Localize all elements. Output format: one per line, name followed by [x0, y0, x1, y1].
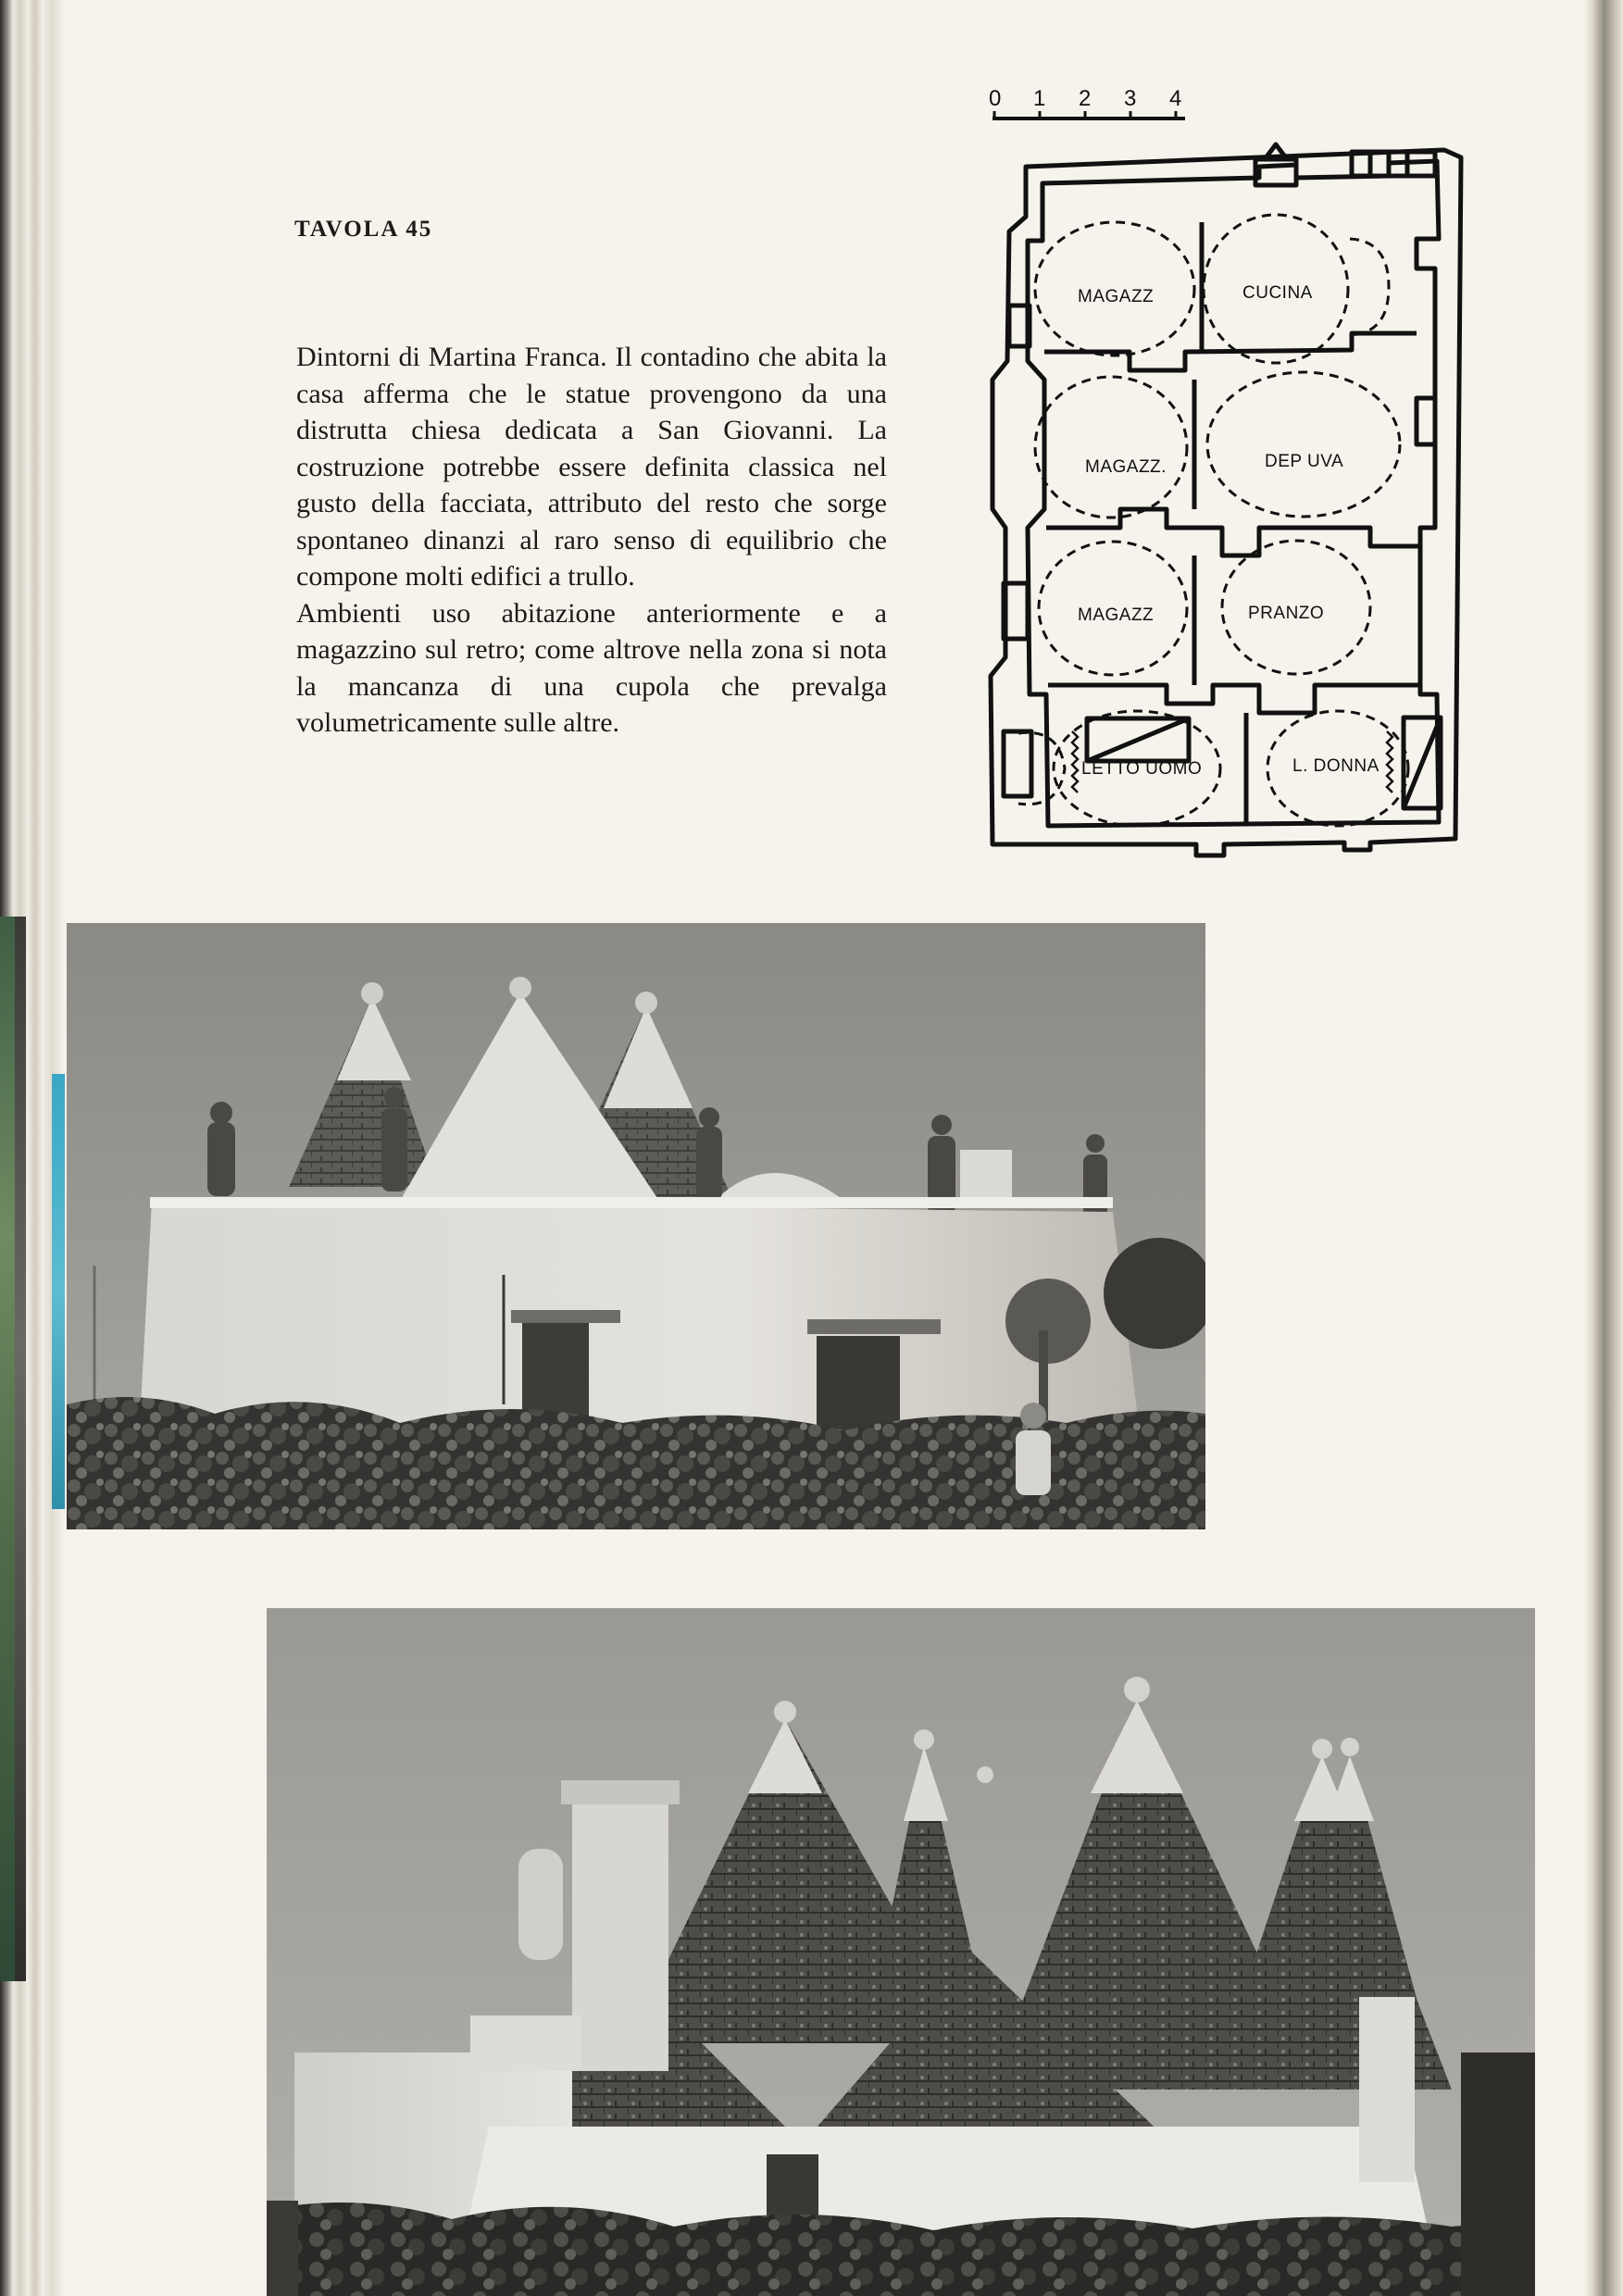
photograph-trullo-facade — [67, 923, 1205, 1529]
caption-paragraph-2: Ambienti uso abitazione anteriormente e a magazzino sul retro; come altrove nella zona si nota la mancanza di una cupola che prevalga volumetricamente sulle altre. — [296, 597, 887, 738]
room-label-dep-uva: DEP UVA — [1265, 452, 1344, 471]
scale-label-3: 3 — [1124, 86, 1137, 111]
room-label-l-donna: L. DONNA — [1292, 756, 1380, 776]
room-label-magazz-1: MAGAZZ — [1078, 287, 1155, 306]
scale-label-1: 1 — [1033, 86, 1046, 111]
plate-title: TAVOLA 45 — [294, 217, 433, 242]
scale-label-4: 4 — [1169, 86, 1182, 111]
book-binding — [1584, 0, 1623, 2296]
room-label-magazz-2: MAGAZZ. — [1085, 457, 1167, 477]
page-stack-color-strip — [0, 917, 15, 1981]
caption-text — [296, 339, 887, 742]
room-label-letto-uomo: LETTO UOMO — [1081, 759, 1203, 779]
scale-label-0: 0 — [989, 86, 1002, 111]
room-label-cucina: CUCINA — [1242, 283, 1313, 303]
caption-paragraph-1: Dintorni di Martina Franca. Il contadino che abita la casa afferma che le statue provengono da una distrutta chiesa dedicata a San Giovanni. La costruzione potrebbe essere definita classica nel gusto della facciata, attributo del resto che sorge spontaneo dinanzi al raro senso di equilibrio che compone molti edifici a trullo. — [296, 342, 887, 592]
room-label-pranzo: PRANZO — [1248, 604, 1325, 623]
photograph-trullo-cones — [267, 1608, 1535, 2296]
room-label-magazz-3: MAGAZZ — [1078, 605, 1155, 625]
scale-bar — [987, 74, 1191, 130]
page-stack-cyan-strip — [52, 1074, 65, 1509]
page-stack-dark-strip — [15, 917, 26, 1981]
floor-plan — [981, 139, 1481, 861]
scale-label-2: 2 — [1079, 86, 1092, 111]
